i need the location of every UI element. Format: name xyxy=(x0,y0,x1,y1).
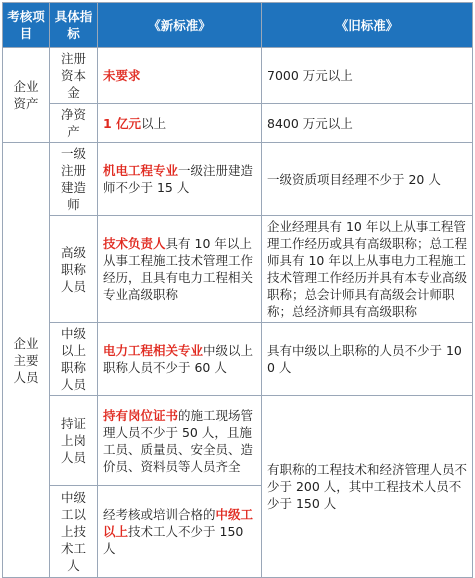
old-standard-cell: 一级资质项目经理不少于 20 人 xyxy=(262,143,473,216)
indicator-cell: 高级职称人员 xyxy=(50,216,98,323)
indicator-cell: 净资产 xyxy=(50,104,98,143)
old-standard-cell: 有职称的工程技术和经济管理人员不少于 200 人，其中工程技术人员不少于 150 人 xyxy=(262,396,473,578)
table-row xyxy=(3,216,473,323)
old-standard-cell: 7000 万元以上 xyxy=(262,48,473,104)
body-text: 中级以上职称人员不少于 60 人 xyxy=(103,343,254,375)
standards-comparison-table xyxy=(2,2,473,578)
highlight-text: 持有岗位证书 xyxy=(103,407,179,423)
body-text: 经考核或培训合格的 xyxy=(103,507,216,522)
header-assessment-item: 考核项目 xyxy=(3,3,50,48)
highlight-text: 技术负责人 xyxy=(103,236,166,251)
header-indicator: 具体指标 xyxy=(50,3,98,48)
new-standard-cell xyxy=(98,104,262,143)
table-row xyxy=(3,323,473,396)
table-row xyxy=(3,396,473,486)
highlight-text: 未要求 xyxy=(103,68,141,83)
table-row xyxy=(3,48,473,104)
body-text: 的施工现场管理人员不少于 50 人，且施工员、质量员、安全员、造价员、资料员等人员齐全 xyxy=(103,407,254,474)
group-enterprise-assets: 企业资产 xyxy=(3,48,50,143)
new-standard-cell xyxy=(98,216,262,323)
indicator-cell: 注册资本金 xyxy=(50,48,98,104)
table-row xyxy=(3,143,473,216)
header-old-standard: 《旧标准》 xyxy=(262,3,473,48)
highlight-text: 电力工程相关专业 xyxy=(103,343,204,358)
highlight-text: 中级工以上 xyxy=(103,507,254,539)
body-text: 以上 xyxy=(141,115,167,131)
new-standard-cell xyxy=(98,48,262,104)
new-standard-cell xyxy=(98,323,262,396)
old-standard-cell: 8400 万元以上 xyxy=(262,104,473,143)
body-text: 技术工人不少于 150 人 xyxy=(103,524,244,556)
group-key-personnel: 企业主要人员 xyxy=(3,143,50,578)
body-text: 具有 10 年以上从事工程施工技术管理工作经历，且具有电力工程相关专业高级职称 xyxy=(103,236,254,302)
indicator-cell: 中级工以上技术工人 xyxy=(50,486,98,578)
highlight-text: 1 亿元 xyxy=(103,115,142,131)
indicator-cell: 持证上岗人员 xyxy=(50,396,98,486)
new-standard-cell xyxy=(98,396,262,486)
new-standard-cell xyxy=(98,143,262,216)
highlight-text: 机电工程专业 xyxy=(103,163,179,178)
new-standard-cell xyxy=(98,486,262,578)
header-row xyxy=(3,3,473,48)
indicator-cell: 一级注册建造师 xyxy=(50,143,98,216)
indicator-cell: 中级以上职称人员 xyxy=(50,323,98,396)
old-standard-cell: 企业经理具有 10 年以上从事工程管理工作经历或具有高级职称；总工程师具有 10 年以上从事电力工程施工技术管理工作经历并具有本专业高级职称；总会计师具有高级会计师职称；总经济师具有高级职称 xyxy=(262,216,473,323)
old-standard-cell: 具有中级以上职称的人员不少于 100 人 xyxy=(262,323,473,396)
body-text: 一级注册建造师不少于 15 人 xyxy=(103,163,254,195)
header-new-standard: 《新标准》 xyxy=(98,3,262,48)
table-row xyxy=(3,104,473,143)
